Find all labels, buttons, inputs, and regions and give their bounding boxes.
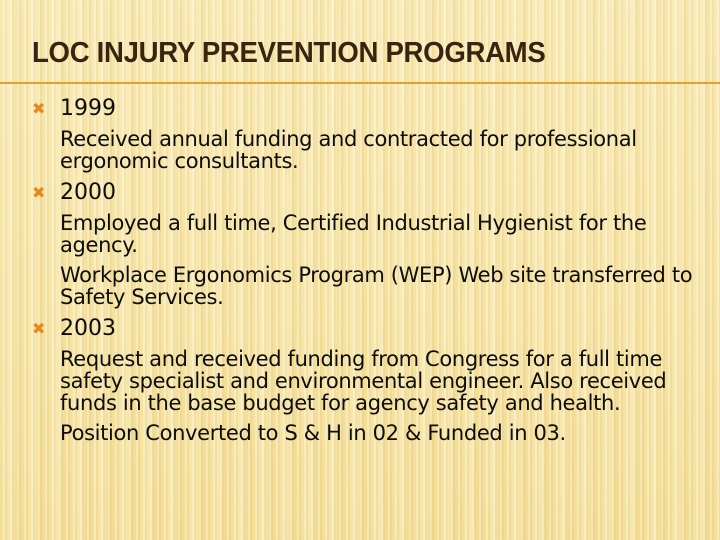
x-mark-icon: ✖ <box>32 99 46 118</box>
year-label: 1999 <box>60 96 116 121</box>
paragraph-2003-2: Position Converted to S & H in 02 & Funded in 03. <box>60 421 566 445</box>
year-heading-2000 <box>32 180 702 206</box>
paragraph-2003-1: Request and received funding from Congress for a full time safety specialist and environmental engineer. Also received funds in the base budget for agency safety and health. <box>60 347 667 415</box>
year-heading-2003 <box>32 316 702 342</box>
slide-title: LOC INJURY PREVENTION PROGRAMS <box>32 37 546 69</box>
year-label: 2000 <box>60 180 116 205</box>
paragraph-1999-1: Received annual funding and contracted for professional ergonomic consultants. <box>60 127 637 173</box>
year-label: 2003 <box>60 316 116 341</box>
slide-content <box>32 96 702 452</box>
x-mark-icon: ✖ <box>32 183 46 202</box>
paragraph-2000-1: Employed a full time, Certified Industrial Hygienist for the agency. <box>60 211 647 257</box>
paragraph-2000-2: Workplace Ergonomics Program (WEP) Web site transferred to Safety Services. <box>60 263 693 309</box>
year-heading-1999 <box>32 96 702 122</box>
title-divider <box>0 82 720 84</box>
x-mark-icon: ✖ <box>32 319 46 338</box>
